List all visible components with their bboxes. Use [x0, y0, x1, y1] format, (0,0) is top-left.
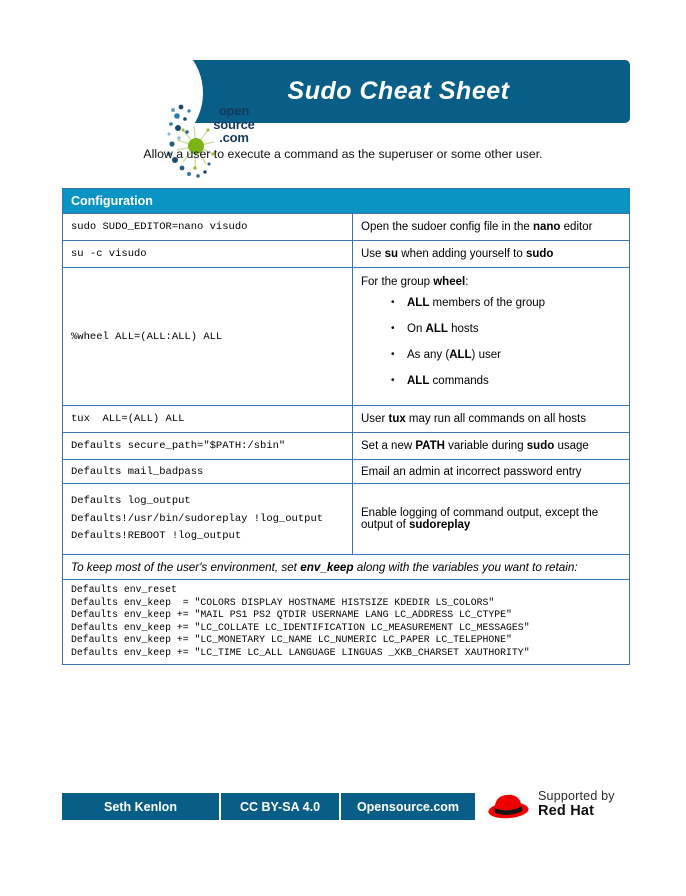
logo-line-com: .com	[219, 130, 249, 145]
table-header-row	[63, 189, 630, 214]
table-section-header: Configuration	[63, 189, 630, 214]
env-keep-code-block: Defaults env_reset Defaults env_keep = "COLORS DISPLAY HOSTNAME HISTSIZE KDEDIR LS_COLORS" Defaults env_keep += "MAIL PS1 PS2 QTDIR USERNAME LANG LC_ADDRESS LC_CTYPE" Defaults env_keep += "LC_COLLATE LC_IDENTIFICATION LC_MEASUREMENT LC_MESSAGES" Defaults env_keep += "LC_MONETARY LC_NAME LC_NUMERIC LC_PAPER LC_TELEPHONE" Defaults env_keep += "LC_TIME LC_ALL LANGUAGE LINGUAS _XKB_CHARSET XAUTHORITY"	[63, 580, 630, 665]
table-row	[63, 241, 630, 268]
table-row	[63, 406, 630, 433]
description-cell: User tux may run all commands on all hosts	[353, 406, 630, 433]
command-cell: Defaults mail_badpass	[63, 460, 353, 484]
table-row	[63, 460, 630, 484]
command-cell: Defaults secure_path="$PATH:/sbin"	[63, 433, 353, 460]
command-cell: sudo SUDO_EDITOR=nano visudo	[63, 214, 353, 241]
redhat-wordmark	[538, 789, 615, 819]
wheel-intro: For the group wheel:	[361, 276, 469, 288]
supported-by-label: Supported by	[538, 789, 615, 803]
bullet-item: • On ALL hosts	[391, 323, 621, 335]
table-row	[63, 580, 630, 665]
footer-bar	[62, 793, 475, 820]
page-subtitle: Allow a user to execute a command as the superuser or some other user.	[143, 147, 543, 161]
description-cell: Set a new PATH variable during sudo usage	[353, 433, 630, 460]
page-title: Sudo Cheat Sheet	[287, 77, 510, 105]
description-cell: Open the sudoer config file in the nano editor	[353, 214, 630, 241]
opensource-logo	[85, 34, 255, 152]
table-row	[63, 433, 630, 460]
command-cell: su -c visudo	[63, 241, 353, 268]
bullet-item: • As any (ALL) user	[391, 349, 621, 361]
redhat-label: Red Hat	[538, 803, 595, 819]
command-cell: %wheel ALL=(ALL:ALL) ALL	[63, 268, 353, 406]
logo-line-open: open	[218, 103, 250, 118]
table-row	[63, 214, 630, 241]
redhat-fedora-icon	[485, 785, 531, 824]
command-cell-multiline: Defaults log_output Defaults!/usr/bin/sudoreplay !log_output Defaults!REBOOT !log_output	[63, 484, 353, 555]
bullet-item: • ALL commands	[391, 375, 621, 387]
bullet-item: • ALL members of the group	[391, 297, 621, 309]
logo-line-source: source	[213, 116, 255, 132]
description-cell: Enable logging of command output, except the output of sudoreplay	[353, 484, 630, 555]
config-table	[62, 188, 630, 665]
table-row	[63, 268, 630, 406]
opensource-logo-text	[203, 104, 265, 145]
footer-site: Opensource.com	[341, 793, 475, 820]
footer-author: Seth Kenlon	[62, 793, 219, 820]
env-keep-note: To keep most of the user's environment, set env_keep along with the variables you want to retain:	[63, 555, 630, 580]
wheel-bullet-list	[391, 297, 621, 387]
description-cell	[353, 268, 630, 406]
redhat-supported-by	[486, 786, 615, 822]
command-cell: tux ALL=(ALL) ALL	[63, 406, 353, 433]
footer-license: CC BY-SA 4.0	[221, 793, 339, 820]
table-note-row	[63, 555, 630, 580]
description-cell: Use su when adding yourself to sudo	[353, 241, 630, 268]
description-cell: Email an admin at incorrect password entry	[353, 460, 630, 484]
table-row	[63, 484, 630, 555]
